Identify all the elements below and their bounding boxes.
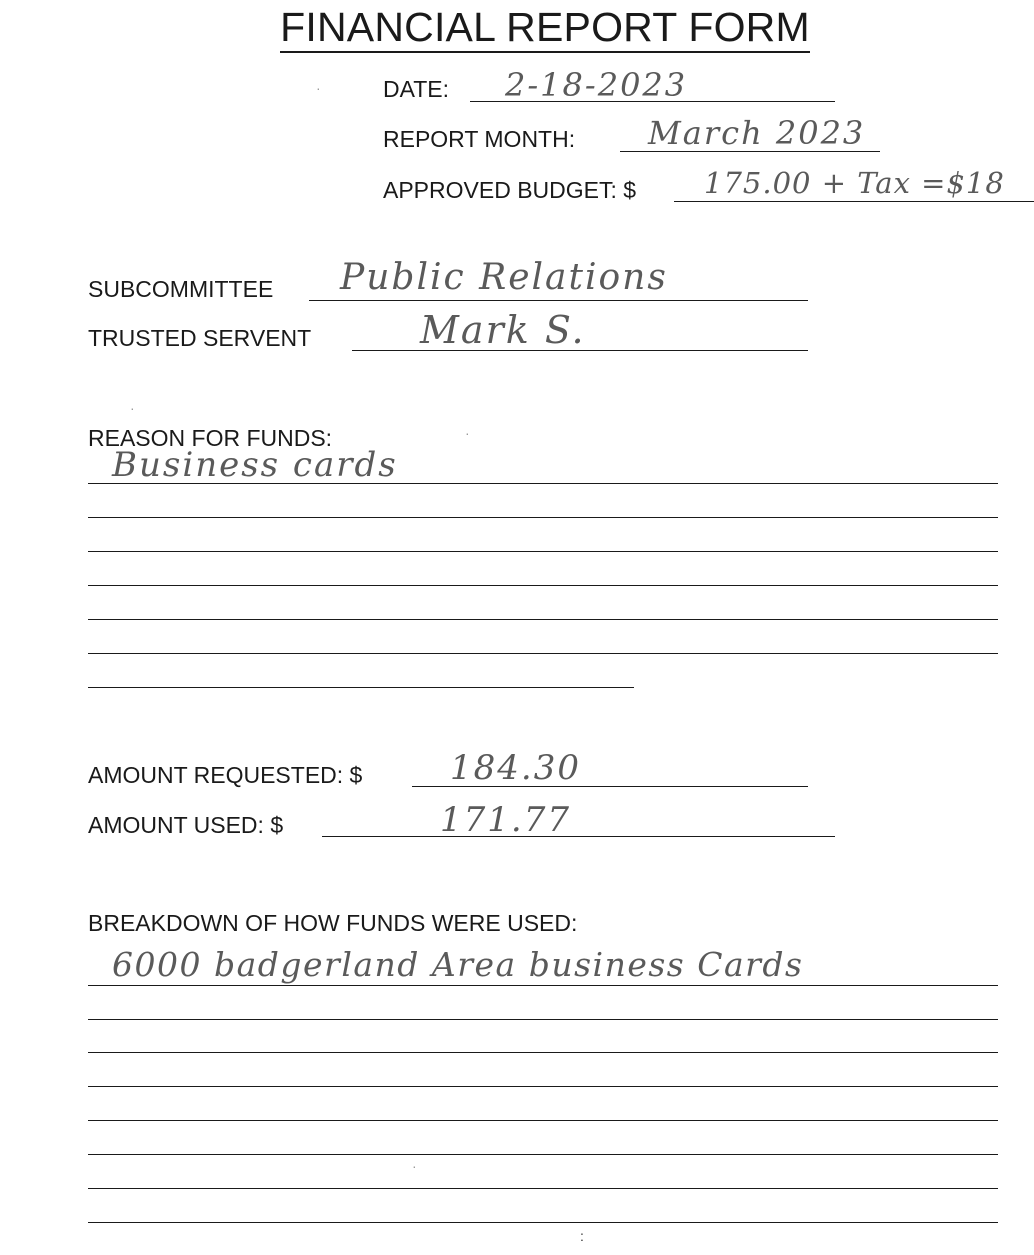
form-title: FINANCIAL REPORT FORM [0,2,1034,52]
scan-speck: : [580,1228,584,1244]
reason-value: Business cards [112,445,398,485]
reason-line-4 [88,585,998,586]
breakdown-line-1 [88,985,998,986]
amount-requested-label: AMOUNT REQUESTED: $ [88,762,363,788]
scan-speck: · [465,425,470,441]
breakdown-line-6 [88,1154,998,1155]
reason-line-1 [88,483,998,484]
subcommittee-label: SUBCOMMITTEE [88,276,274,302]
amount-used-value: 171.77 [440,800,571,840]
report-month-value: March 2023 [648,114,866,152]
breakdown-line-8 [88,1222,998,1223]
reason-label: REASON FOR FUNDS: [88,425,333,451]
subcommittee-line [309,300,808,301]
breakdown-line-7 [88,1188,998,1189]
reason-line-7 [88,687,634,688]
reason-line-3 [88,551,998,552]
date-value: 2-18-2023 [505,66,688,104]
breakdown-label: BREAKDOWN OF HOW FUNDS WERE USED: [88,910,578,936]
scan-speck: · [412,1158,417,1174]
breakdown-value: 6000 badgerland Area business Cards [112,945,804,984]
breakdown-line-4 [88,1086,998,1087]
breakdown-line-3 [88,1052,998,1053]
approved-budget-label: APPROVED BUDGET: $ [383,177,637,203]
amount-requested-value: 184.30 [450,748,581,788]
report-month-label: REPORT MONTH: [383,126,576,152]
reason-line-5 [88,619,998,620]
breakdown-line-2 [88,1019,998,1020]
trusted-servent-value: Mark S. [420,308,586,352]
date-label: DATE: [383,76,450,102]
scan-speck: · [316,80,321,96]
subcommittee-value: Public Relations [340,257,668,298]
amount-used-line [322,836,835,837]
approved-budget-value: 175.00 + Tax =$18 [704,166,1005,200]
reason-line-6 [88,653,998,654]
reason-line-2 [88,517,998,518]
amount-used-label: AMOUNT USED: $ [88,812,284,838]
trusted-servent-label: TRUSTED SERVENT [88,325,312,351]
scan-speck: · [130,400,135,416]
breakdown-line-5 [88,1120,998,1121]
